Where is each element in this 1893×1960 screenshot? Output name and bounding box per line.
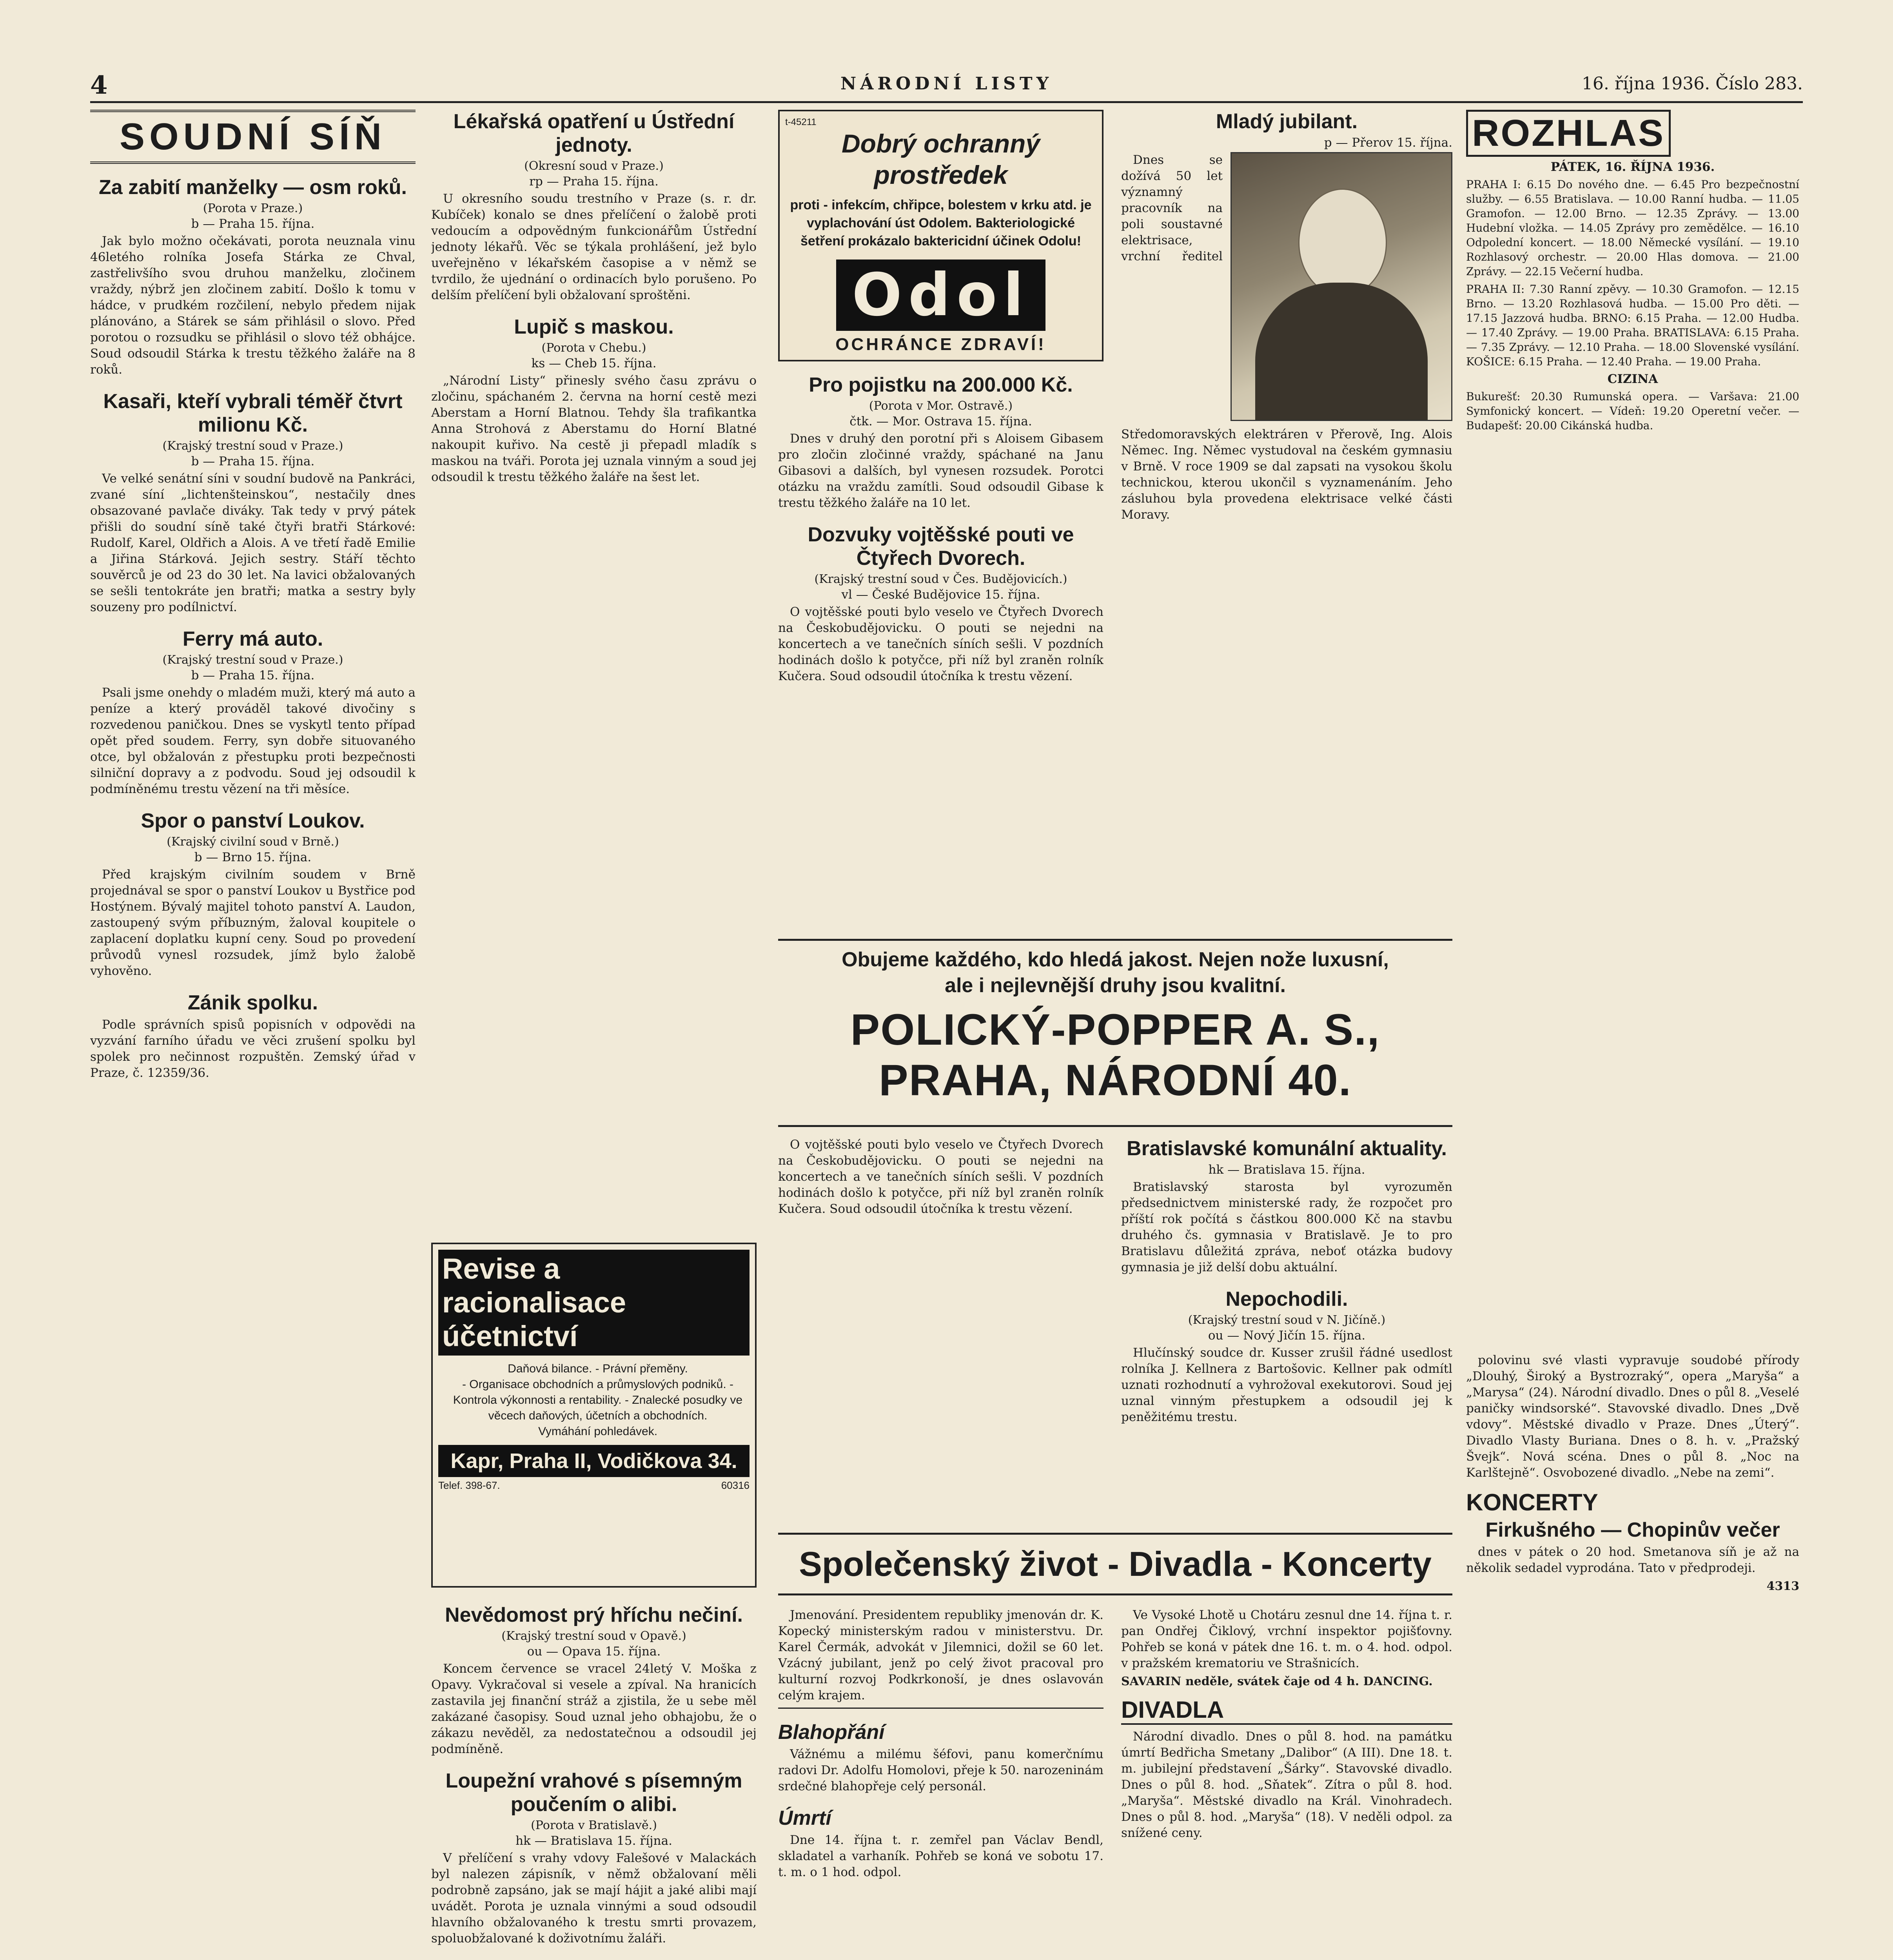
article-body: O vojtěšské pouti bylo veselo ve Čtyřech Dvorech na Českobudějovicku. O pouti se nejedni na koncertech a ve tanečních síních sešli. V pozdních hodinách došlo k potyčce, při níž byl zraněn rolník Kučera. Soud odsoudil útočníka k trestu vězení. <box>778 605 1103 683</box>
cizina-schedule: Bukurešť: 20.30 Rumunská opera. — Varšava: 21.00 Symfonický koncert. — Vídeň: 19.20 Operetní večer. — Budapešť: 20.00 Cikánská hudba. <box>1466 390 1799 432</box>
dancing-ad: SAVARIN neděle, svátek čaje od 4 h. DANCING. <box>1121 1675 1433 1688</box>
column-court-2 <box>431 110 757 1231</box>
article-body: „Národní Listy“ přinesly svého času zprávu o zločinu, spáchaném 2. června na horní cestě mezi Aberstam a Horní Blatnou. Tehdy šla trafikantka Anna Strohová z Aberstamu do Horní Blatné nakoupit kuřivo. Na cestě ji přepadl mladík s maskou na tváři. Porota jej uznala vinným a soud jej odsoudil k trestu těžkého žaláře na šest let. <box>431 374 757 484</box>
column-social <box>778 1607 1103 1960</box>
dateline: čtk. — Mor. Ostrava 15. října. <box>849 414 1032 428</box>
theatre-body: polovinu své vlasti vypravuje soudobé přírody „Dlouhý, Široký a Bystrozraký“, opera „Maryša“ a „Marysa“ (24). Národní divadlo. Dnes o půl 8. „Veselé paničky windsorské“. Stavovské divadlo. Dnes „Dvě vdovy“. Městské divadlo v Praze. Dnes „Úterý“. Divadlo Vlasty Buriana. Dnes o 8. h. v. „Pražský Švejk“. Nová scéna. Dnes o půl 8. „Noc na Karlštejně“. Osvobozené divadlo. „Nebe na zemi“. <box>1466 1353 1799 1480</box>
odol-advertisement <box>778 110 1103 361</box>
ad-address: Kapr, Praha II, Vodičkova 34. <box>438 1445 750 1477</box>
koncerty-heading: KONCERTY <box>1466 1489 1598 1515</box>
rozhlas-schedule: PRAHA I: 6.15 Do nového dne. — 6.45 Pro bezpečnostní služby. — 6.55 Bratislava. — 10.00 Ranní hudba. — 11.05 Gramofon. — 12.00 Brno. — 12.35 Zprávy. — 13.00 Hudební vložka. — 14.05 Zprávy pro zemědělce. — 16.10 Odpolední koncert. — 18.00 Německé vysílání. — 19.10 Rozhlasový orchestr. — 20.00 Hlas domova. — 21.00 Zprávy. — 22.15 Večerní hudba. <box>1466 178 1799 278</box>
article-body: Koncem července se vracel 24letý V. Moška z Opavy. Vykračoval si vesele a zpíval. Na hranicích zastavila jej finanční stráž a zjistila, že u sebe měl zakázané časopisy. Soud uznal jeho obhajobu, že o zákazu nevěděl, za nedostatečnou a odsoudil jej podmíněně. <box>431 1662 757 1756</box>
dateline: ks — Cheb 15. října. <box>531 356 657 370</box>
section-umrti: Úmrtí <box>778 1807 831 1829</box>
court-name: (Porota v Praze.) <box>203 201 303 215</box>
ad-line: ale i nejlevnější druhy jsou kvalitní. <box>945 974 1286 997</box>
court-name: (Krajský trestní soud v Čes. Budějovicích.) <box>814 572 1067 586</box>
column-court-1 <box>90 110 416 1960</box>
dateline: b — Brno 15. října. <box>194 850 312 864</box>
section-blahoprani: Blahopřání <box>778 1721 885 1744</box>
court-name: (Porota v Mor. Ostravě.) <box>869 399 1013 413</box>
column-court-2b <box>431 1603 757 1960</box>
article-title: Lékařská opatření u Ústřední jednoty. <box>453 110 735 156</box>
article-title: Loupežní vrahové s písemným poučením o alibi. <box>445 1769 742 1816</box>
ad-code: 4313 <box>1766 1579 1799 1593</box>
odol-text: proti - infekcím, chřipce, bolestem v krku atd. je vyplachování úst Odolem. Bakteriologické šetření prokázalo baktericidní účinek Odolu! <box>790 198 1092 249</box>
article-body: O vojtěšské pouti bylo veselo ve Čtyřech Dvorech na Českobudějovicku. O pouti se nejedni na koncertech a ve tanečních síních sešli. V pozdních hodinách došlo k potyčce, při níž byl zraněn rolník Kučera. Soud odsoudil útočníka k trestu vězení. <box>778 1138 1103 1216</box>
article-body: Před krajským civilním soudem v Brně projednával se spor o panství Loukov u Bystřice pod Hostýnem. Bývalý majitel tohoto panství A. Laudon, zastoupený svým příbuzným, žaloval koupitele o zaplacení doplatku kupní ceny. Soud po provedení průvodů vynesl rozsudek, jímž bylo žalobě vyhověno. <box>90 867 416 978</box>
column-3b <box>778 1137 1103 1525</box>
odol-slogan: OCHRÁNCE ZDRAVÍ! <box>835 335 1046 354</box>
dateline: b — Praha 15. října. <box>191 668 315 682</box>
article-title: Za zabití manželky — osm roků. <box>99 176 407 199</box>
issue-date: 16. října 1936. Číslo 283. <box>1581 74 1803 94</box>
column-4b <box>1121 1137 1452 1525</box>
cizina-heading: CIZINA <box>1607 372 1658 386</box>
ad-service-item: Daňová bilance. - Právní přeměny. <box>508 1362 688 1375</box>
koncert-body: dnes v pátek o 20 hod. Smetanova síň je až na několik sedadel vyprodána. Tato v předprodeji. <box>1466 1545 1799 1575</box>
ad-services <box>438 1361 750 1439</box>
portrait-head <box>1298 189 1387 297</box>
koncert-headline: Firkušného — Chopinův večer <box>1485 1519 1780 1541</box>
court-name: (Krajský trestní soud v Praze.) <box>162 653 343 667</box>
divadla-heading: DIVADLA <box>1121 1696 1452 1725</box>
article-body: Ve velké senátní síni v soudní budově na Pankráci, zvané síní „lichtenšteinskou“, nestačily dnes obsazované pavlače diváky. Tak tedy v prvý pátek přišli do soudní síně také čtyři bratři Stárkové: Rudolf, Karel, Oldřich a Alois. A ve třetí řadě Emilie a Jiřina Stárková. Jejich sestry. Stáří těchto souvěrců je od 23 do 30 let. Na lavici obžalovaných se sešli tentokráte jen bratři; matka a sestry byly souzeny pro podílnictví. <box>90 472 416 614</box>
article-title: Spor o panství Loukov. <box>141 809 365 832</box>
court-name: (Krajský trestní soud v N. Jičíně.) <box>1188 1313 1386 1327</box>
dateline: ou — Nový Jičín 15. října. <box>1208 1328 1366 1343</box>
article-title: Bratislavské komunální aktuality. <box>1127 1137 1447 1160</box>
ad-phone <box>438 1479 750 1492</box>
revize-advertisement <box>431 1243 757 1588</box>
dateline: hk — Bratislava 15. října. <box>1208 1163 1365 1177</box>
article-title: Mladý jubilant. <box>1216 110 1358 133</box>
section-title-soudni-sin: SOUDNÍ SÍŇ <box>90 110 416 164</box>
odol-headline: Dobrý ochranný prostředek <box>841 129 1040 189</box>
column-theatre <box>1121 1607 1452 1960</box>
portrait-photo <box>1231 152 1452 421</box>
dateline: b — Praha 15. října. <box>191 217 315 231</box>
article-title: Pro pojistku na 200.000 Kč. <box>809 374 1073 396</box>
court-name: (Krajský trestní soud v Praze.) <box>162 439 343 453</box>
article-body: Podle správních spisů popisních v odpovědi na vyzvání farního úřadu ve věci zrušení spolku byl spolek pro nečinnost rozpuštěn. Zemský úřad v Praze, č. 12359/36. <box>90 1018 416 1080</box>
dateline: rp — Praha 15. října. <box>529 174 659 189</box>
ad-code: 60316 <box>721 1479 750 1491</box>
article-title: Dozvuky vojtěšské pouti ve Čtyřech Dvorech. <box>808 523 1074 570</box>
portrait-body <box>1255 283 1428 420</box>
obituary-body: Ve Vysoké Lhotě u Chotáru zesnul dne 14. října t. r. pan Ondřej Čiklový, vrchní inspektor pojišťovny. Pohřeb se koná v pátek dne 16. t. m. o 4. hod. odpol. v pražském krematoriu ve Strašnicích. <box>1121 1608 1452 1670</box>
column-4 <box>1121 110 1452 925</box>
dateline: vl — České Budějovice 15. října. <box>841 588 1040 602</box>
dateline: ou — Opava 15. října. <box>527 1644 661 1659</box>
article-body: V přelíčení s vrahy vdovy Falešové v Malackách byl nalezen zápisník, v němž obžalovaní měli podrobně zapsáno, jak se mají hájit a jaké alibi mají uvádět. Porota je uznala vinnými a soud odsoudil hlavního obžalovaného k trestu smrti provazem, spoluobžalované k doživotnímu žaláři. <box>431 1851 757 1945</box>
blahoprani-body: Vážnému a milému šéfovi, panu komerčnímu radovi Dr. Adolfu Homolovi, přeje k 50. narozeninám srdečné blahopřeje celý personál. <box>778 1747 1103 1793</box>
article-body: Hlučínský soudce dr. Kusser zrušil řádné usedlost rolníka J. Kellnera z Bartošovic. Kellner pak odmítl uznati rozhodnutí a vyhrožoval exekutorovi. Soud jej uznal vinným přestupkem a odsoudil jej k peněžitému trestu. <box>1121 1346 1452 1424</box>
court-name: (Krajský civilní soud v Brně.) <box>167 835 339 849</box>
court-name: (Porota v Chebu.) <box>541 341 646 355</box>
rozhlas-heading: ROZHLAS <box>1466 110 1671 157</box>
section-banner-social-theatre: Společenský život - Divadla - Koncerty <box>778 1533 1452 1595</box>
article-title: Zánik spolku. <box>187 991 318 1014</box>
ad-brand: POLICKÝ-POPPER A. S., PRAHA, NÁRODNÍ 40. <box>850 1005 1380 1105</box>
article-body: Bratislavský starosta byl vyrozuměn předsednictvem ministerské rady, že rozpočet pro příští rok počítá s částkou 800.000 Kč na stavbu druhého čs. gymnasia v Bratislavě. Je to pro Bratislavu důležitá zpráva, neboť otázka budovy gymnasia je již delší dobu aktuální. <box>1121 1180 1452 1274</box>
dateline: hk — Bratislava 15. října. <box>515 1834 672 1848</box>
dateline: b — Praha 15. října. <box>191 454 315 468</box>
court-name: (Okresní soud v Praze.) <box>524 159 664 173</box>
social-body: Jmenování. Presidentem republiky jmenován dr. K. Kopecký ministerským radou v ministerstvu. Dr. Karel Čermák, advokát v Jilemnici, dožil se 60 let. Vzácný jubilant, jenž po celý život pracoval pro kulturní rozvoj Podkrkonoší, je dnes oslavován celým krajem. <box>778 1608 1103 1702</box>
column-3 <box>778 110 1103 925</box>
odol-logo: Odol <box>836 260 1045 331</box>
divider <box>778 1708 1103 1709</box>
article-body: Dnes v druhý den porotní při s Aloisem Gibasem pro zločin zločinné vraždy, spáchané na Janu Gibasovi a dalších, byl vynesen rozsudek. Porotci otázku na vraždu zamítli. Soud odsoudil Gibase k trestu těžkého žaláře na 10 let. <box>778 432 1103 510</box>
ad-phone-text: Telef. 398-67. <box>438 1479 500 1491</box>
rozhlas-day: PÁTEK, 16. ŘÍJNA 1936. <box>1550 160 1715 174</box>
ad-service-item: Vymáhání pohledávek. <box>538 1425 658 1438</box>
header-rule <box>90 101 1803 103</box>
article-title: Ferry má auto. <box>182 628 323 650</box>
masthead: NÁRODNÍ LISTY <box>840 74 1053 94</box>
ad-line: Obujeme každého, kdo hledá jakost. Nejen nože luxusní, <box>842 948 1389 971</box>
ad-code: t-45211 <box>785 117 817 127</box>
article-body: U okresního soudu trestního v Praze (s. r. dr. Kubíček) konalo se dnes přelíčení o žalobě proti vedoucím a odpovědným funkcionářům Ústřední jednoty lékařů. Věc se týkala prohlášení, jež bylo uveřejněno v lékařském časopise a v němž se tvrdilo, že ujednání o ordinacích bylo porušeno. Po delším přelíčení byli obžalovaní sproštěni. <box>431 192 757 302</box>
column-8 <box>1466 1352 1799 1960</box>
page-number: 4 <box>90 71 108 100</box>
page-header <box>90 71 1803 98</box>
article-title: Nepochodili. <box>1225 1288 1348 1310</box>
policky-popper-advertisement <box>778 939 1452 1127</box>
ad-service-item: - Organisace obchodních a průmyslových podniků. - Kontrola výkonnosti a rentability. - Znalecké posudky ve věcech daňových, účetních a obchodních. <box>453 1378 743 1422</box>
article-title: Nevědomost prý hříchu nečiní. <box>445 1604 743 1626</box>
article-title: Kasaři, kteří vybrali téměř čtvrt milionu Kč. <box>103 390 403 436</box>
column-rozhlas <box>1466 110 1799 1345</box>
dateline: p — Přerov 15. října. <box>1324 136 1452 150</box>
court-name: (Krajský trestní soud v Opavě.) <box>501 1629 686 1643</box>
rozhlas-schedule: PRAHA II: 7.30 Ranní zpěvy. — 10.30 Gramofon. — 12.15 Brno. — 13.20 Rozhlasová hudba. — 15.00 Pro děti. — 17.15 Jazzová hudba. BRNO: 6.15 Praha. — 12.00 Hudba. — 17.40 Zprávy. — 19.00 Praha. BRATISLAVA: 6.15 Praha. — 7.35 Zprávy. — 12.10 Praha. — 18.00 Slovenské vysílání. KOŠICE: 6.15 Praha. — 12.40 Praha. — 19.00 Praha. <box>1466 283 1799 368</box>
article-body: Dnes se dožívá 50 let významný pracovník na poli soustavné elektrisace, vrchní ředitel Středomoravských elektráren v Přerově, Ing. Alois Němec. Ing. Němec vystudoval na českém gymnasiu v Brně. V roce 1909 se dal zapsati na vysokou školu technickou, kterou ukončil s vyznamenáním. Jeho zásluhou byla provedena elektrisace velké části Moravy. <box>1121 153 1452 522</box>
divadla-body: Národní divadlo. Dnes o půl 8. hod. na památku úmrtí Bedřicha Smetany „Dalibor“ (A III). Dne 18. t. m. jubilejní představení „Šárky“. Stavovské divadlo. Dnes o půl 8. hod. „Sňatek“. Zítra o půl 8. hod. „Maryša“. Městské divadlo na Král. Vinohradech. Dnes o půl 8. hod. „Maryša“ (18). V neděli odpol. za snížené ceny. <box>1121 1730 1452 1840</box>
court-name: (Porota v Bratislavě.) <box>531 1818 657 1832</box>
article-body: Psali jsme onehdy o mladém muži, který má auto a peníze a který prováděl takové divočiny s rozvedenou paničkou. Dnes se vyskytl tento případ opět před soudem. Ferry, syn dobře situovaného otce, byl obžalován z přestupku proti bezpečnosti silniční dopravy a z podvodu. Soud jej odsoudil k podmíněnému trestu vězení na tři měsíce. <box>90 686 416 796</box>
ad-title: Revise a racionalisace účetnictví <box>438 1250 750 1356</box>
article-title: Lupič s maskou. <box>514 316 674 338</box>
article-body: Jak bylo možno očekávati, porota neuznala vinu 46letého rolníka Josefa Stárka ze Chval, zastřelivšího svou druhou manželku, zločinem vraždy, nýbrž jen zločinem zabití. Došlo k tomu v hádce, v prudkém rozčilení, nebylo předem nijak plánováno, a Stárek se sám přihlásil o slovo. Před porotou o rozsudku se přihlásil o slovo též obhájce. Soud odsoudil Stárka k trestu těžkého žaláře na 8 roků. <box>90 234 416 377</box>
umrti-body: Dne 14. října t. r. zemřel pan Václav Bendl, skladatel a varhaník. Pohřeb se koná ve sobotu 17. t. m. o 1 hod. odpol. <box>778 1833 1103 1879</box>
